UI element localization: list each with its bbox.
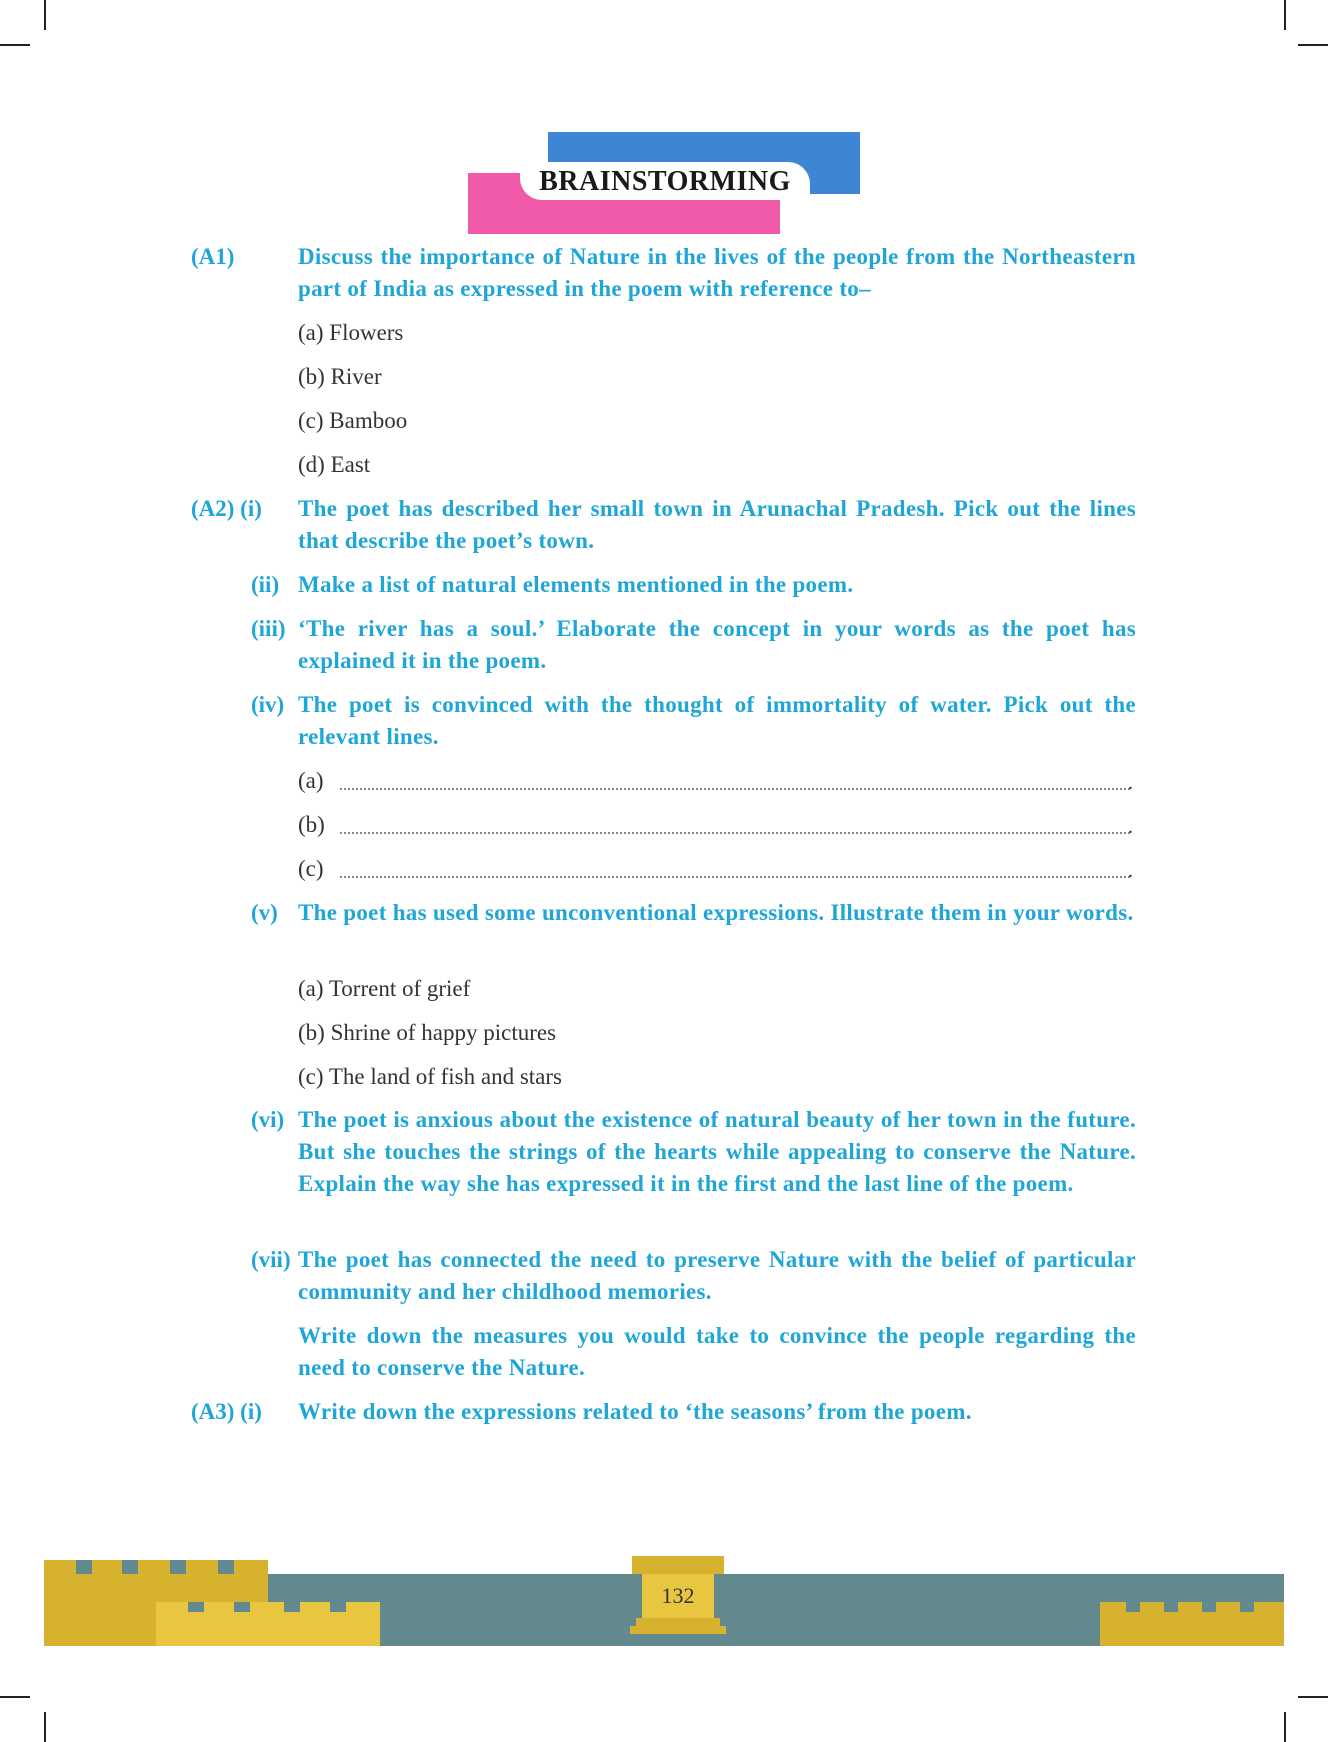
- crop-mark: [0, 44, 30, 46]
- crop-mark: [0, 1696, 30, 1698]
- pillar-base: [630, 1626, 726, 1634]
- question-label-a2-vii: (vii): [251, 1247, 291, 1272]
- question-label-a2-iv: (iv): [251, 692, 285, 717]
- crop-mark: [44, 1712, 46, 1742]
- answer-blank-line[interactable]: [340, 876, 1130, 878]
- castle-gap: [122, 1560, 138, 1574]
- question-a2-iii: [298, 613, 1136, 677]
- question-label-a2-ii: (ii): [251, 572, 280, 597]
- option-v-c: (c) The land of fish and stars: [298, 1064, 562, 1089]
- question-text: Discuss the importance of Nature in the lives of the people from the Northeastern part of India as expressed in the poem with reference to–: [298, 244, 1136, 301]
- castle-gap: [1126, 1602, 1140, 1612]
- castle-gap: [330, 1602, 346, 1612]
- line-end-dot: .: [1128, 860, 1133, 882]
- question-a2-i: [298, 493, 1136, 557]
- question-text: The poet has connected the need to preserve Nature with the belief of particular community and her childhood memories.: [298, 1247, 1136, 1304]
- question-text: Write down the measures you would take to convince the people regarding the need to conserve the Nature.: [298, 1323, 1136, 1380]
- question-label-a3-i: (A3) (i): [191, 1399, 262, 1424]
- option-v-b: (b) Shrine of happy pictures: [298, 1020, 557, 1045]
- castle-gap: [1240, 1602, 1254, 1612]
- question-text: The poet is anxious about the existence of natural beauty of her town in the future. But she touches the strings of the hearts while appealing to conserve the Nature. Explain the way she has expressed it in the first and the last line of the poem.: [298, 1107, 1136, 1196]
- question-label-a2-iii: (iii): [251, 616, 286, 641]
- option-a1-d: (d) East: [298, 452, 371, 477]
- castle-gap: [218, 1560, 234, 1574]
- question-label-a2-v: (v): [251, 900, 278, 925]
- pillar-base: [636, 1618, 720, 1626]
- option-a1-c: (c) Bamboo: [298, 408, 408, 433]
- question-a2-vii: [298, 1244, 1136, 1308]
- question-text: The poet has described her small town in Arunachal Pradesh. Pick out the lines that describe the poet’s town.: [298, 496, 1136, 553]
- crop-mark: [1284, 1712, 1286, 1742]
- answer-blank-line[interactable]: [340, 788, 1130, 790]
- question-text: The poet has used some unconventional expressions. Illustrate them in your words.: [298, 900, 1134, 925]
- castle-gap: [234, 1602, 250, 1612]
- crop-mark: [44, 0, 46, 30]
- question-a3-i: [298, 1396, 1136, 1428]
- page-number: 132: [661, 1583, 695, 1608]
- castle-gap: [76, 1560, 92, 1574]
- question-a1: [298, 241, 1136, 305]
- pillar-capital: [632, 1556, 724, 1574]
- question-a2-ii: [298, 569, 1136, 601]
- blank-line-label-c: (c): [298, 856, 324, 881]
- castle-gap: [1164, 1602, 1178, 1612]
- answer-blank-line[interactable]: [340, 832, 1130, 834]
- line-end-dot: .: [1128, 772, 1133, 794]
- question-label-a1: (A1): [191, 244, 235, 269]
- crop-mark: [1298, 1696, 1328, 1698]
- option-a1-b: (b) River: [298, 364, 382, 389]
- blank-line-label-a: (a): [298, 768, 324, 793]
- question-text: Make a list of natural elements mentioned in the poem.: [298, 572, 854, 597]
- castle-gap: [188, 1602, 204, 1612]
- page-title: BRAINSTORMING: [539, 166, 791, 197]
- question-a2-v: [298, 897, 1136, 929]
- question-a2-vi: [298, 1104, 1136, 1200]
- castle-gap: [170, 1560, 186, 1574]
- castle-gap: [284, 1602, 300, 1612]
- crop-mark: [1284, 0, 1286, 30]
- option-a1-a: (a) Flowers: [298, 320, 404, 345]
- question-label-a2-i: (A2) (i): [191, 496, 262, 521]
- question-a2-vii-extra: [298, 1320, 1136, 1384]
- blank-line-label-b: (b): [298, 812, 325, 837]
- question-label-a2-vi: (vi): [251, 1107, 285, 1132]
- option-v-a: (a) Torrent of grief: [298, 976, 471, 1001]
- crop-mark: [1298, 44, 1328, 46]
- question-a2-iv: [298, 689, 1136, 753]
- castle-gap: [1202, 1602, 1216, 1612]
- question-text: Write down the expressions related to ‘the seasons’ from the poem.: [298, 1399, 972, 1424]
- line-end-dot: .: [1128, 816, 1133, 838]
- question-text: ‘The river has a soul.’ Elaborate the concept in your words as the poet has explained it in the poem.: [298, 616, 1136, 673]
- question-text: The poet is convinced with the thought of immortality of water. Pick out the relevant lines.: [298, 692, 1136, 749]
